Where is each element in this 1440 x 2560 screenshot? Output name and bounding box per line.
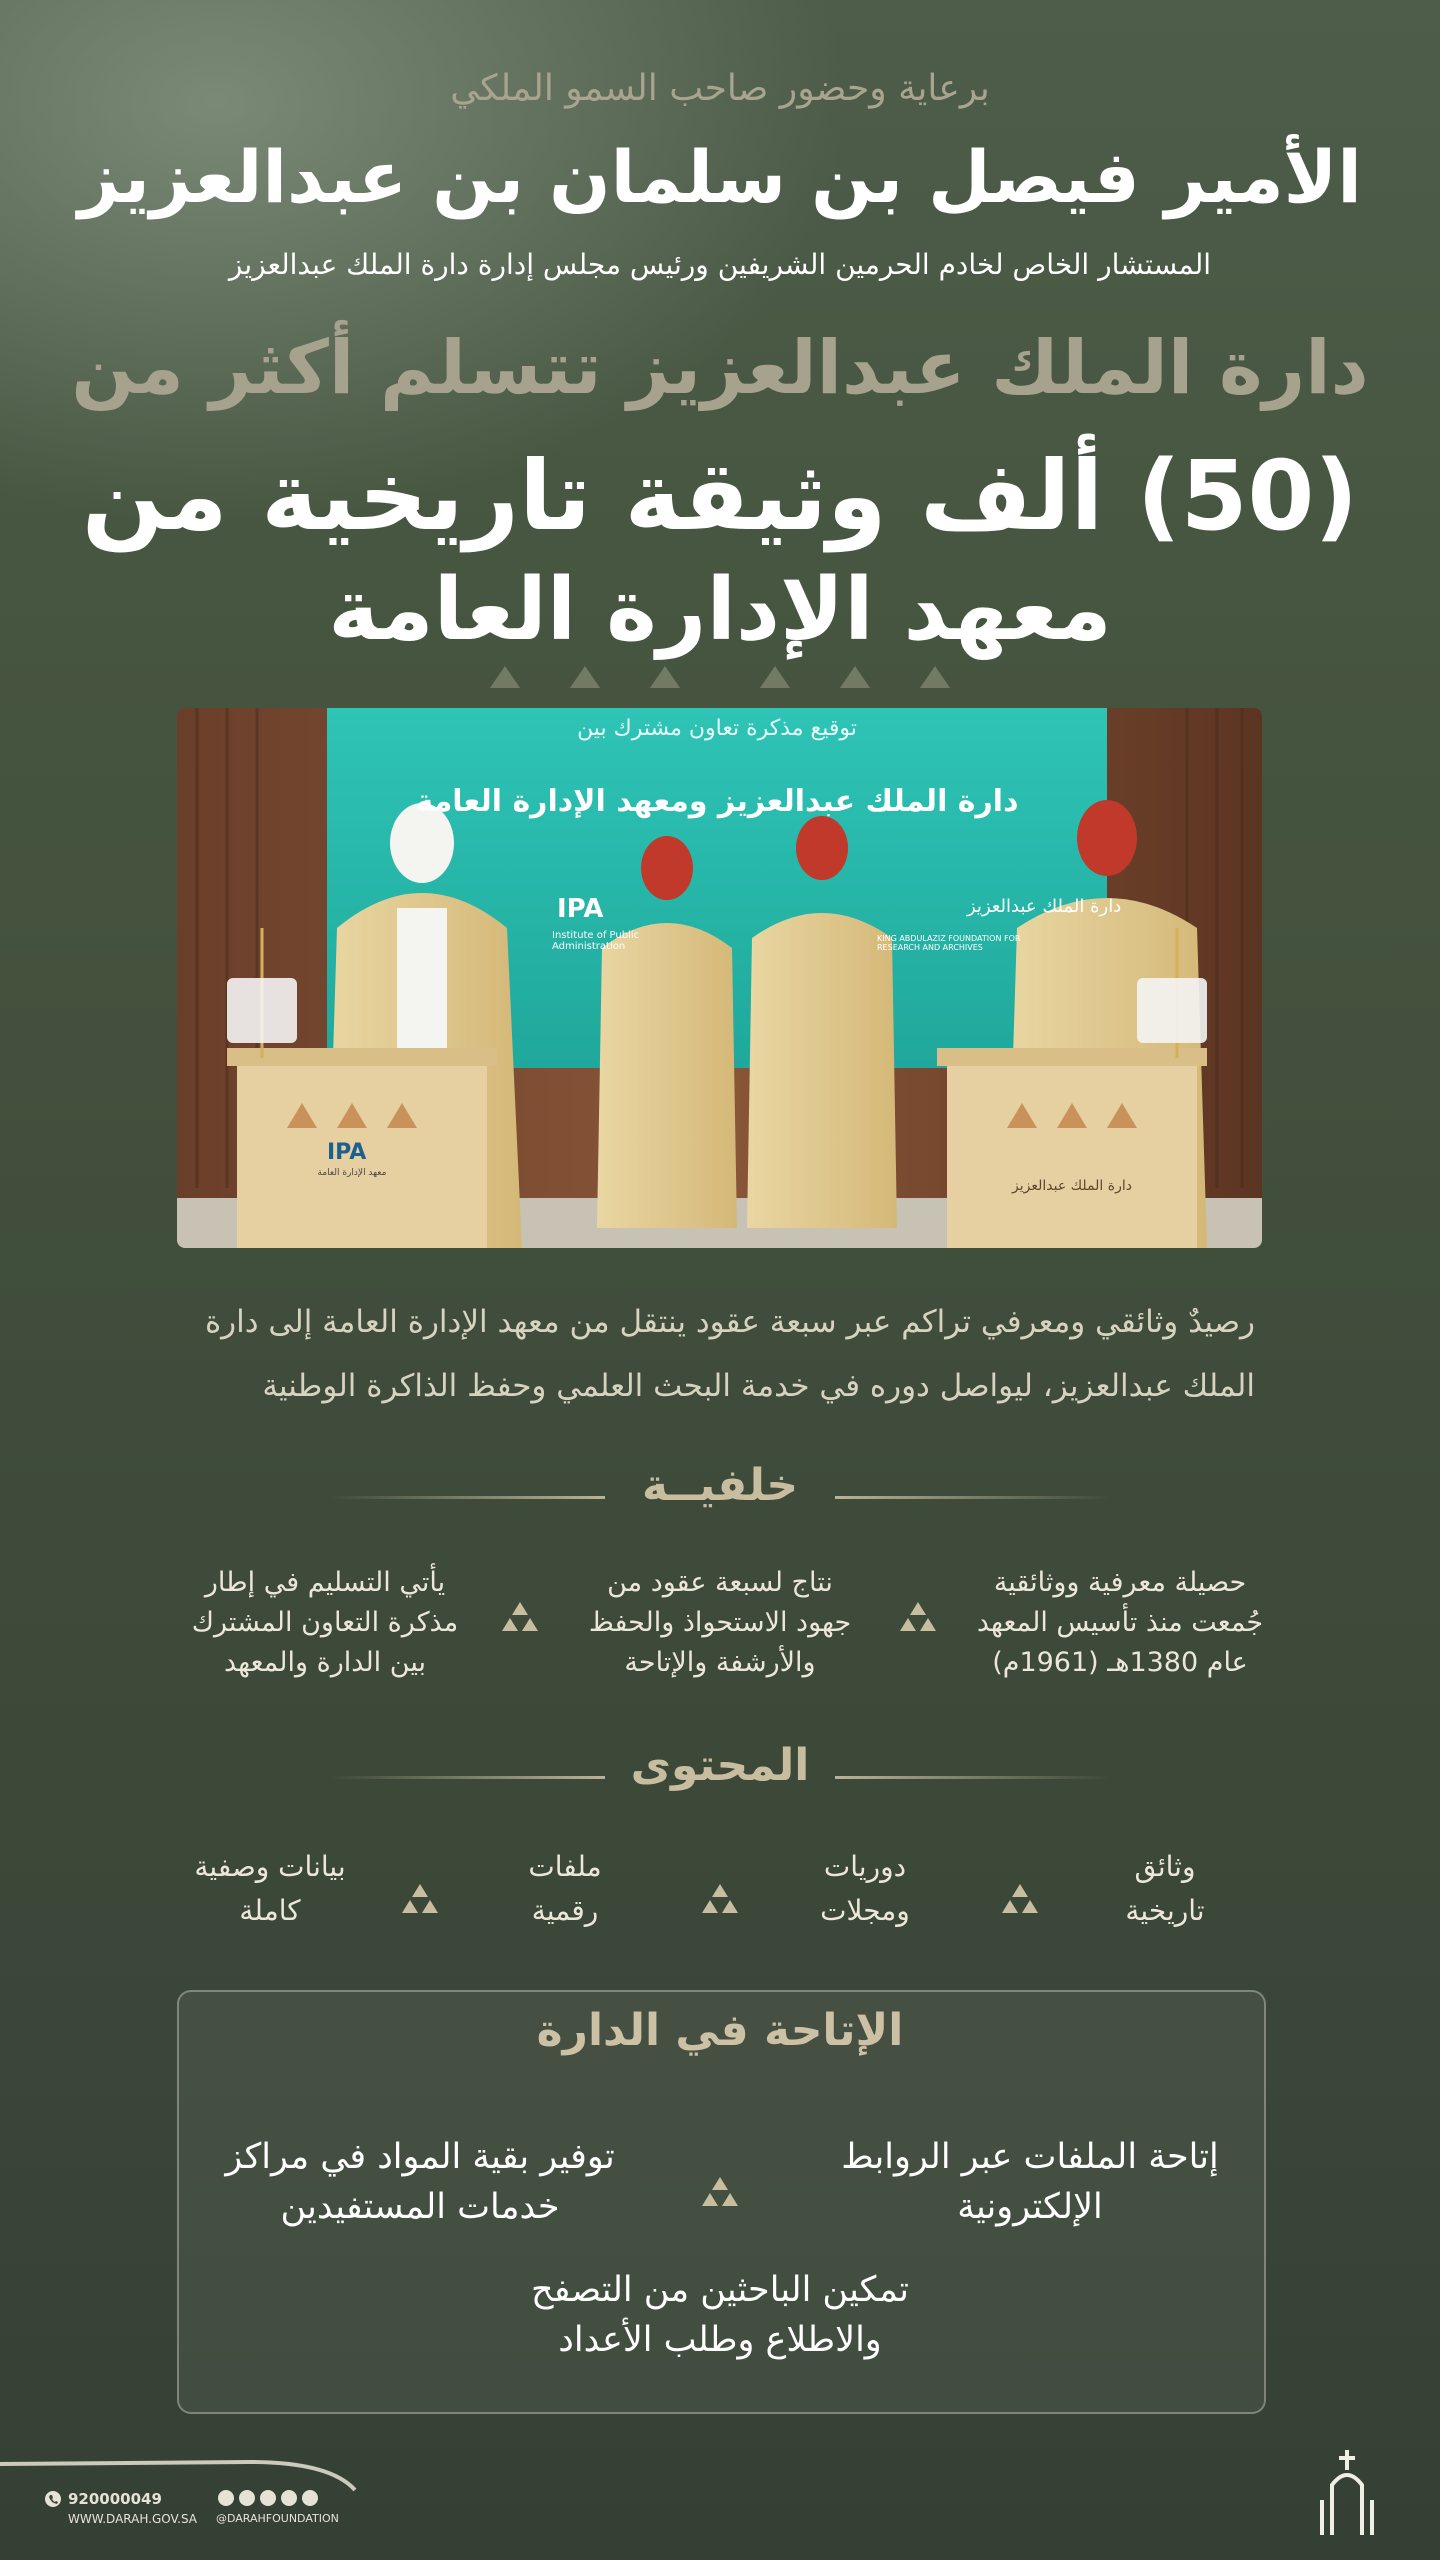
intro-line-2: الملك عبدالعزيز، ليواصل دوره في خدمة البحث العلمي وحفظ الذاكرة الوطنية [262,1368,1255,1404]
content-item-2-line-1: دوريات [823,1850,907,1883]
content-item-2 [770,1845,960,1933]
x-twitter-icon[interactable] [302,2490,318,2506]
content-item-1-line-1: وثائق [1134,1850,1196,1883]
signing-ceremony-photo [177,708,1262,1248]
darah-logo [1312,2440,1382,2540]
content-section-title: المحتوى [630,1740,810,1791]
background-item-1 [960,1563,1280,1683]
ipa-logo-en: Institute of Public Administration [552,930,640,952]
phone-icon [44,2490,62,2508]
background-item-2 [560,1563,880,1683]
instagram-icon[interactable] [239,2490,255,2506]
podium-ipa-logo: IPA [327,1140,367,1165]
content-item-1-line-2: تاريخية [1125,1894,1205,1927]
bg-item-2-line-3: والأرشفة والإتاحة [624,1647,816,1678]
banner-main-text: دارة الملك عبدالعزيز ومعهد الإدارة العامة [415,784,1019,819]
content-item-1 [1070,1845,1260,1933]
bg-item-1-line-2: جُمعت منذ تأسيس المعهد [976,1607,1264,1638]
banner-top-text: توقيع مذكرة تعاون مشترك بين [577,716,857,741]
headline-line-2: (50) ألف وثيقة تاريخية من [81,440,1359,552]
bg-item-3-line-2: مذكرة التعاون المشترك [191,1607,459,1638]
triangle-cluster-icon [500,1600,540,1634]
podium-darah-logo: دارة الملك عبدالعزيز [1012,1178,1132,1194]
content-item-4-line-1: بيانات وصفية [194,1850,346,1883]
darah-banner-logo-en: KING ABDULAZIZ FOUNDATION FOR RESEARCH AND ARCHIVES [877,934,1021,952]
social-icons [218,2490,318,2506]
facebook-icon[interactable] [281,2490,297,2506]
background-section-title: خلفيــة [641,1460,799,1511]
triangle-cluster-icon [400,1882,440,1916]
access-section-title: الإتاحة في الدارة [536,2005,904,2056]
podium-ipa-subtitle: معهد الإدارة العامة [317,1168,387,1178]
triangle-cluster-icon [1000,1882,1040,1916]
youtube-icon[interactable] [260,2490,276,2506]
access-item-2-line-1: توفير بقية المواد في مراكز [225,2137,615,2177]
darah-banner-logo: دارة الملك عبدالعزيز [967,896,1122,917]
website-link[interactable]: WWW.DARAH.GOV.SA [68,2512,198,2526]
prince-title: المستشار الخاص لخادم الحرمين الشريفين ورئيس مجلس إدارة دارة الملك عبدالعزيز [228,248,1212,281]
access-item-1-line-2: الإلكترونية [957,2187,1103,2227]
bg-item-1-line-1: حصيلة معرفية ووثائقية [993,1567,1247,1598]
access-item-3-line-2: والاطلاع وطلب الأعداد [558,2320,882,2360]
access-item-2-line-2: خدمات المستفيدين [280,2187,560,2227]
triangle-cluster-icon [700,2175,740,2209]
bg-item-3-line-3: بين الدارة والمعهد [224,1647,426,1678]
access-item-researchers [470,2265,970,2365]
logo-text [1381,2548,1382,2549]
content-item-3 [470,1845,660,1933]
phone-number[interactable]: 920000049 [68,2490,162,2508]
bg-item-1-line-3: عام 1380هـ (1961م) [992,1647,1248,1678]
access-item-3-line-1: تمكين الباحثين من التصفح [531,2270,909,2310]
social-handle[interactable]: @DARAHFOUNDATION [216,2512,339,2525]
triangle-cluster-icon [898,1600,938,1634]
headline-line-3: معهد الإدارة العامة [328,560,1112,660]
decorative-triangles [470,660,970,690]
intro-paragraph [180,1290,1255,1418]
access-item-1-line-1: إتاحة الملفات عبر الروابط [841,2137,1219,2177]
content-item-3-line-2: رقمية [531,1894,599,1927]
patron-line: برعاية وحضور صاحب السمو الملكي [450,68,990,109]
bg-item-2-line-1: نتاج لسبعة عقود من [607,1567,833,1598]
background-item-3 [165,1563,485,1683]
triangle-cluster-icon [700,1882,740,1916]
content-item-4-line-2: كاملة [239,1894,301,1927]
ipa-logo: IPA [557,894,604,924]
content-item-2-line-2: ومجلات [820,1894,910,1927]
access-item-centers [200,2132,640,2232]
intro-line-1: رصيدٌ وثائقي ومعرفي تراكم عبر سبعة عقود ينتقل من معهد الإدارة العامة إلى دارة [204,1304,1255,1340]
snapchat-icon[interactable] [218,2490,234,2506]
access-item-links [820,2132,1240,2232]
prince-name: الأمير فيصل بن سلمان بن عبدالعزيز [78,135,1362,219]
bg-item-3-line-1: يأتي التسليم في إطار [204,1567,446,1598]
content-item-4 [170,1845,370,1933]
bg-item-2-line-2: جهود الاستحواذ والحفظ [588,1607,852,1638]
headline-line-1: دارة الملك عبدالعزيز تتسلم أكثر من [71,325,1369,411]
content-item-3-line-1: ملفات [528,1850,602,1883]
